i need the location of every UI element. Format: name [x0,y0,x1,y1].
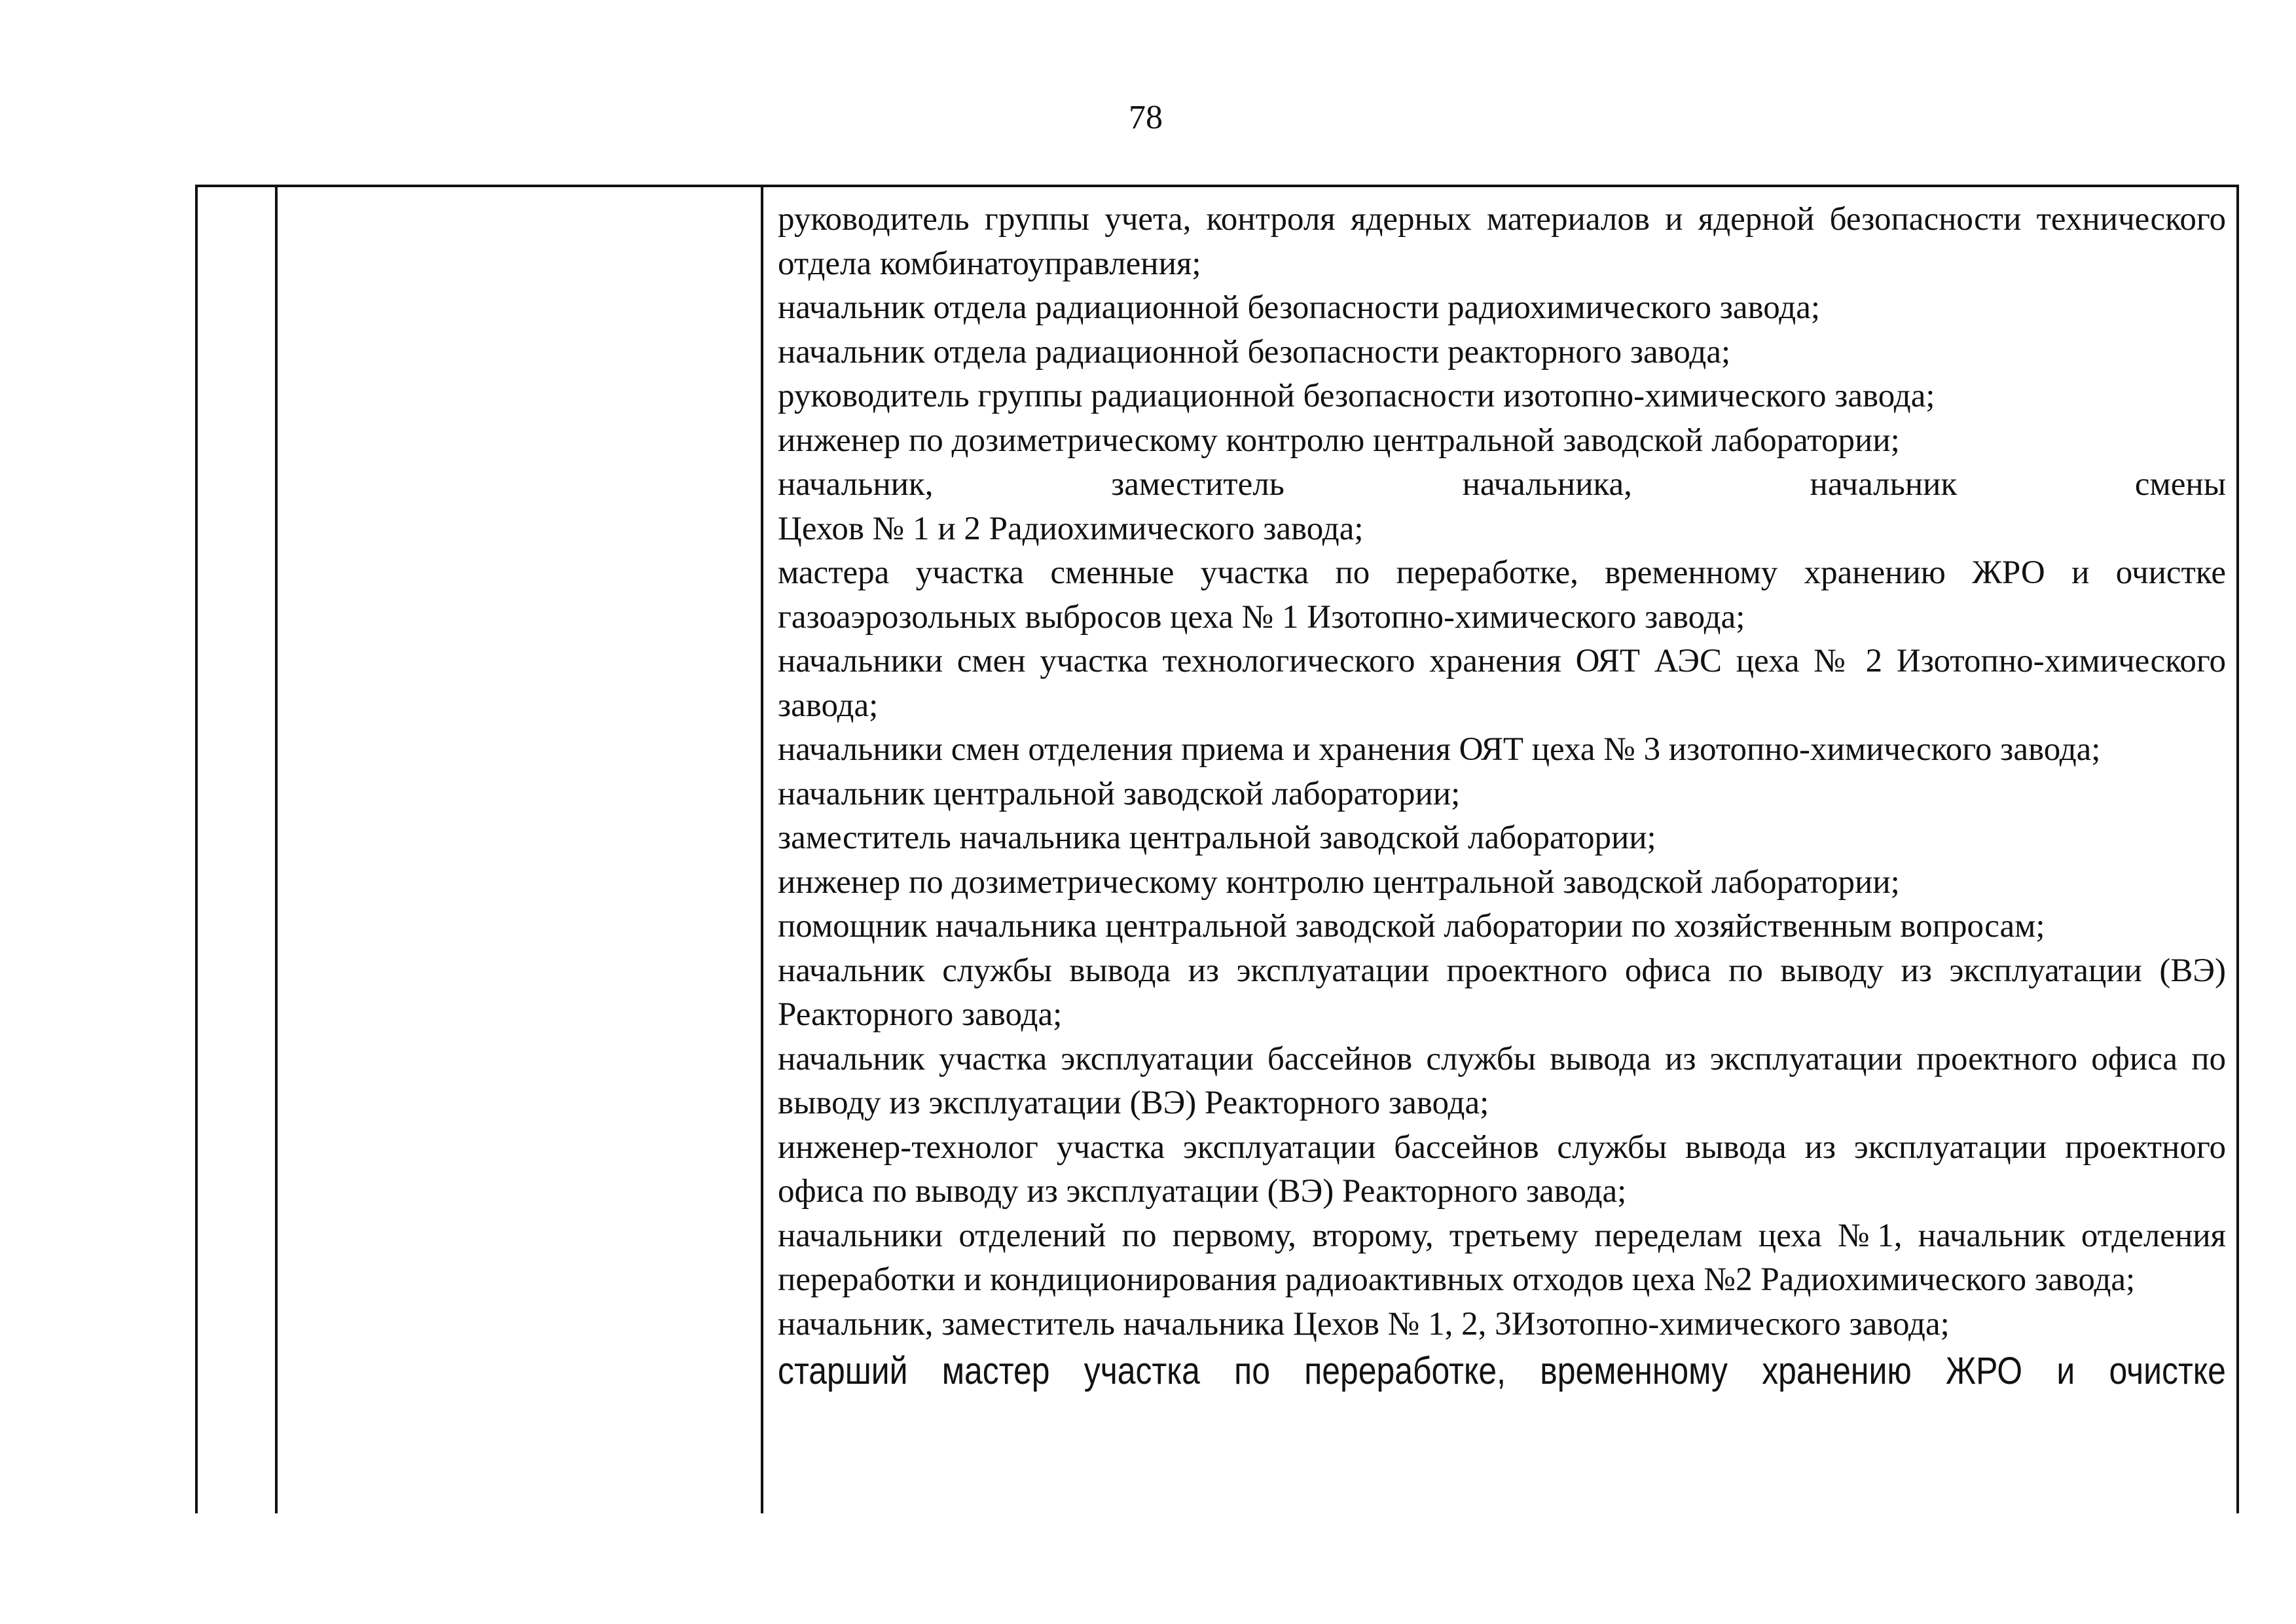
column-divider-1 [275,187,278,1513]
table-entry: инженер по дозиметрическому контролю центральной заводской лаборатории; [778,863,1900,901]
table-entry: инженер по дозиметрическому контролю центральной заводской лаборатории; [778,422,1900,459]
table-entry: начальник участка эксплуатации бассейнов службы вывода из эксплуатации проектного офиса по выводу из эксплуатации (ВЭ) Реакторного завода; [778,1040,2226,1121]
table-entry: начальник отдела радиационной безопасности радиохимического завода; [778,289,1821,326]
positions-cell [778,198,2226,1395]
table-entry: помощник начальника центральной заводской лаборатории по хозяйственным вопросам; [778,908,2045,945]
table-entry: начальник центральной заводской лаборатории; [778,775,1461,812]
table-entry: руководитель группы учета, контроля ядерных материалов и ядерной безопасности технического отдела комбинатоуправления; [778,201,2226,282]
table-entry: начальник отдела радиационной безопасности реакторного завода; [778,333,1731,370]
table-entry: начальники смен участка технологического хранения ОЯТ АЭС цеха № 2 Изотопно-химического завода; [778,643,2226,724]
column-divider-2 [761,187,763,1513]
table-entry: начальник, заместитель начальника Цехов № 1, 2, 3Изотопно-химического завода; [778,1305,1950,1343]
table-entry: начальник, заместитель начальника, начальник смены [778,466,2226,503]
table-entry: начальники смен отделения приема и хранения ОЯТ цеха № 3 изотопно-химического завода; [778,731,2101,768]
table-entry: инженер-технолог участка эксплуатации бассейнов службы вывода из эксплуатации проектного офиса по выводу из эксплуатации (ВЭ) Реакторного завода; [778,1128,2226,1210]
table-entry: начальники отделений по первому, второму, третьему переделам цеха №1, начальник отделения переработки и кондиционирования радиоактивных отходов цеха №2 Радиохимического завода; [778,1217,2226,1298]
table-entry: Цехов № 1 и 2 Радиохимического завода; [778,510,1364,547]
page-number: 78 [1129,99,1163,136]
table-entry: мастера участка сменные участка по переработке, временному хранению ЖРО и очистке газоаэрозольных выбросов цеха № 1 Изотопно-химического завода; [778,554,2226,636]
table-entry: начальник службы вывода из эксплуатации проектного офиса по выводу из эксплуатации (ВЭ) Реакторного завода; [778,952,2226,1033]
table [195,185,2239,1513]
table-entry: заместитель начальника центральной заводской лаборатории; [778,820,1656,856]
table-entry: старший мастер участка по переработке, временному хранению ЖРО и очистке [778,1350,2226,1392]
table-entry: руководитель группы радиационной безопасности изотопно-химического завода; [778,378,1935,414]
